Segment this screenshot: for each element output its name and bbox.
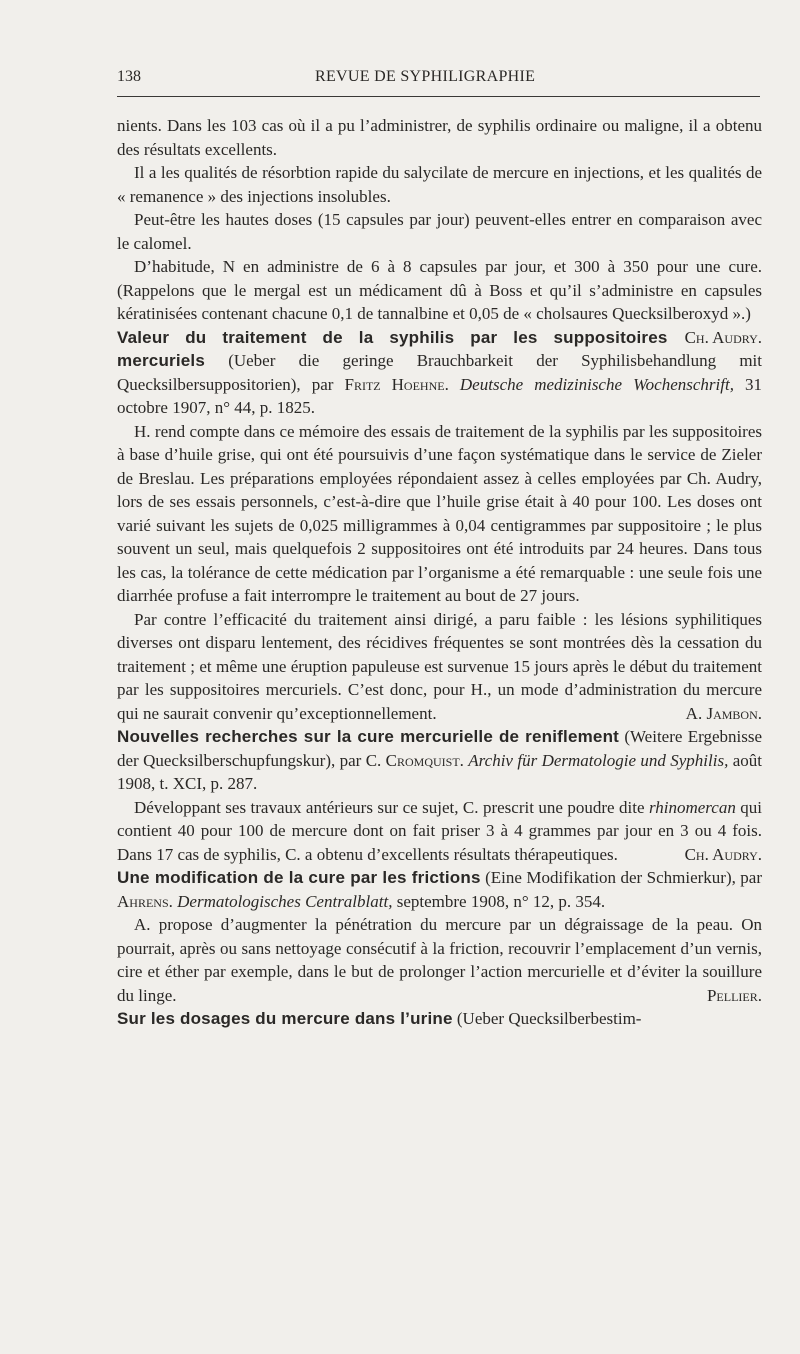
article-3-author: Ahrens. (117, 891, 173, 911)
article-2-text-before: Développant ses travaux antérieurs sur ce sujet, C. prescrit une poudre dite (134, 797, 645, 817)
article-4-heading (117, 1007, 762, 1031)
article-1-journal: Deutsche medizinische Wochenschrift, (459, 374, 734, 394)
article-1-paragraph-2-text: Par contre l’efficacité du traitement ainsi dirigé, a paru faible : les lésions syphilitiques diverses ont disparu lentement, des récidives fréquentes se sont montrées dès la cessation du traitement ; et même une éruption papuleuse est survenue 15 jours après le début du traitement par les suppositoires mercuriels. C’est donc, pour H., un mode d’administration du mercure qui ne saurait convenir qu’exceptionnellement. (117, 609, 762, 723)
article-2-journal: Archiv für Dermatologie und Syphilis, (468, 750, 729, 770)
article-1-reference: 31 octobre 1907, n° 44, p. 1825. (117, 374, 763, 417)
article-1-title-rest: (Ueber die geringe Brauchbarkeit der Syphilisbehandlung mit Quecksilbersuppositorien), par (117, 351, 763, 394)
article-3-heading (117, 866, 762, 913)
article-2-title: Nouvelles recherches sur la cure mercurielle de reniflement (117, 727, 620, 746)
article-1-author: Fritz Hoehne. (344, 374, 449, 394)
article-1-paragraph-2 (117, 608, 762, 726)
intro-paragraph-1: nients. Dans les 103 cas où il a pu l’administrer, de syphilis ordinaire ou maligne, il a obtenu des résultats excellents. (117, 116, 762, 159)
article-3-signature: Pellier. (706, 985, 762, 1005)
article-2-italic-term: rhinomercan (648, 797, 736, 817)
article-2-paragraph-1 (117, 796, 762, 867)
intro-paragraph-3: Peut-être les hautes doses (15 capsules par jour) peuvent-elles entrer en comparaison avec le calomel. (117, 210, 762, 253)
article-2-reference: août 1908, t. XCI, p. 287. (117, 750, 762, 793)
article-1-title: Valeur du traitement de la syphilis par les suppositoires mercuriels (117, 327, 668, 370)
article-3-title: Une modification de la cure par les frictions (117, 868, 481, 887)
intro-paragraph-4-text: D’habitude, N en administre de 6 à 8 capsules par jour, et 300 à 350 pour une cure. (Rappelons que le mergal est un médicament dû à Boss et qu’il s’administre en capsules kératinisées contenant chacune 0,1 de tannalbine et 0,05 de « cholsaures Quecksilberoxyd ».) (117, 257, 762, 323)
article-3-reference: septembre 1908, n° 12, p. 354. (396, 891, 606, 911)
article-3-paragraph-1-text: A. propose d’augmenter la pénétration du mercure par un dégraissage de la peau. On pourrait, après ou sans nettoyage consécutif à la friction, recouvrir l’emplacement d’un vernis, cire et éther par exemple, dans le but de prolonger l’action mercurielle et d’éviter la souillure du linge. (117, 915, 762, 1005)
article-1-signature: A. Jambon. (685, 703, 762, 723)
article-4-title: Sur les dosages du mercure dans l’urine (117, 1009, 453, 1028)
page-number: 138 (117, 68, 141, 85)
article-4-title-rest: (Ueber Quecksilberbestim- (456, 1009, 642, 1028)
article-3-paragraph-1 (117, 913, 762, 1007)
page-body (117, 114, 762, 1031)
article-3-journal: Dermatologisches Centralblatt, (177, 891, 393, 911)
article-2-signature: Ch. Audry. (684, 844, 762, 864)
running-title: REVUE DE SYPHILIGRAPHIE (315, 68, 536, 85)
article-2-author: C. Cromquist. (365, 750, 464, 770)
article-3-title-rest: (Eine Modifikation der Schmierkur), par (485, 868, 763, 887)
article-2-heading (117, 725, 762, 796)
article-1-paragraph-1: H. rend compte dans ce mémoire des essais de traitement de la syphilis par les suppositoires à base d’huile grise, qui ont été poursuivis d’une façon systématique dans le service de Zieler de Breslau. Les préparations employées répondaient assez à celles employées par Ch. Audry, lors de ses essais personnels, c’est-à-dire que l’huile grise était à 40 pour 100. Les doses ont varié suivant les sujets de 0,025 milligrammes à 0,04 centigrammes par suppositoire ; le plus souvent un seul, mais quelquefois 2 suppositoires ont été introduits par 24 heures. Dans tous les cas, la tolérance de cette médication par l’organisme a été remarquable : une seule fois une diarrhée profuse a fait interrompre le traitement au bout de 27 jours. (117, 421, 762, 605)
article-2-title-rest: (Weitere Ergebnisse der Quecksilberschupfungskur), par (117, 727, 763, 770)
article-2-text-after: qui contient 40 pour 100 de mercure dont on fait priser 3 à 4 grammes par jour en 3 ou 4 fois. Dans 17 cas de syphilis, C. a obtenu d’excellents résultats thérapeutiques. (117, 797, 763, 864)
intro-paragraph-4 (117, 255, 762, 347)
intro-paragraph-2: Il a les qualités de résorbtion rapide du salycilate de mercure en injections, et les qualités de « remanence » des injections insolubles. (117, 163, 762, 206)
page-header (117, 64, 760, 97)
article-1-heading (117, 326, 762, 420)
reviewer-signature: Ch. Audry. (684, 327, 762, 347)
